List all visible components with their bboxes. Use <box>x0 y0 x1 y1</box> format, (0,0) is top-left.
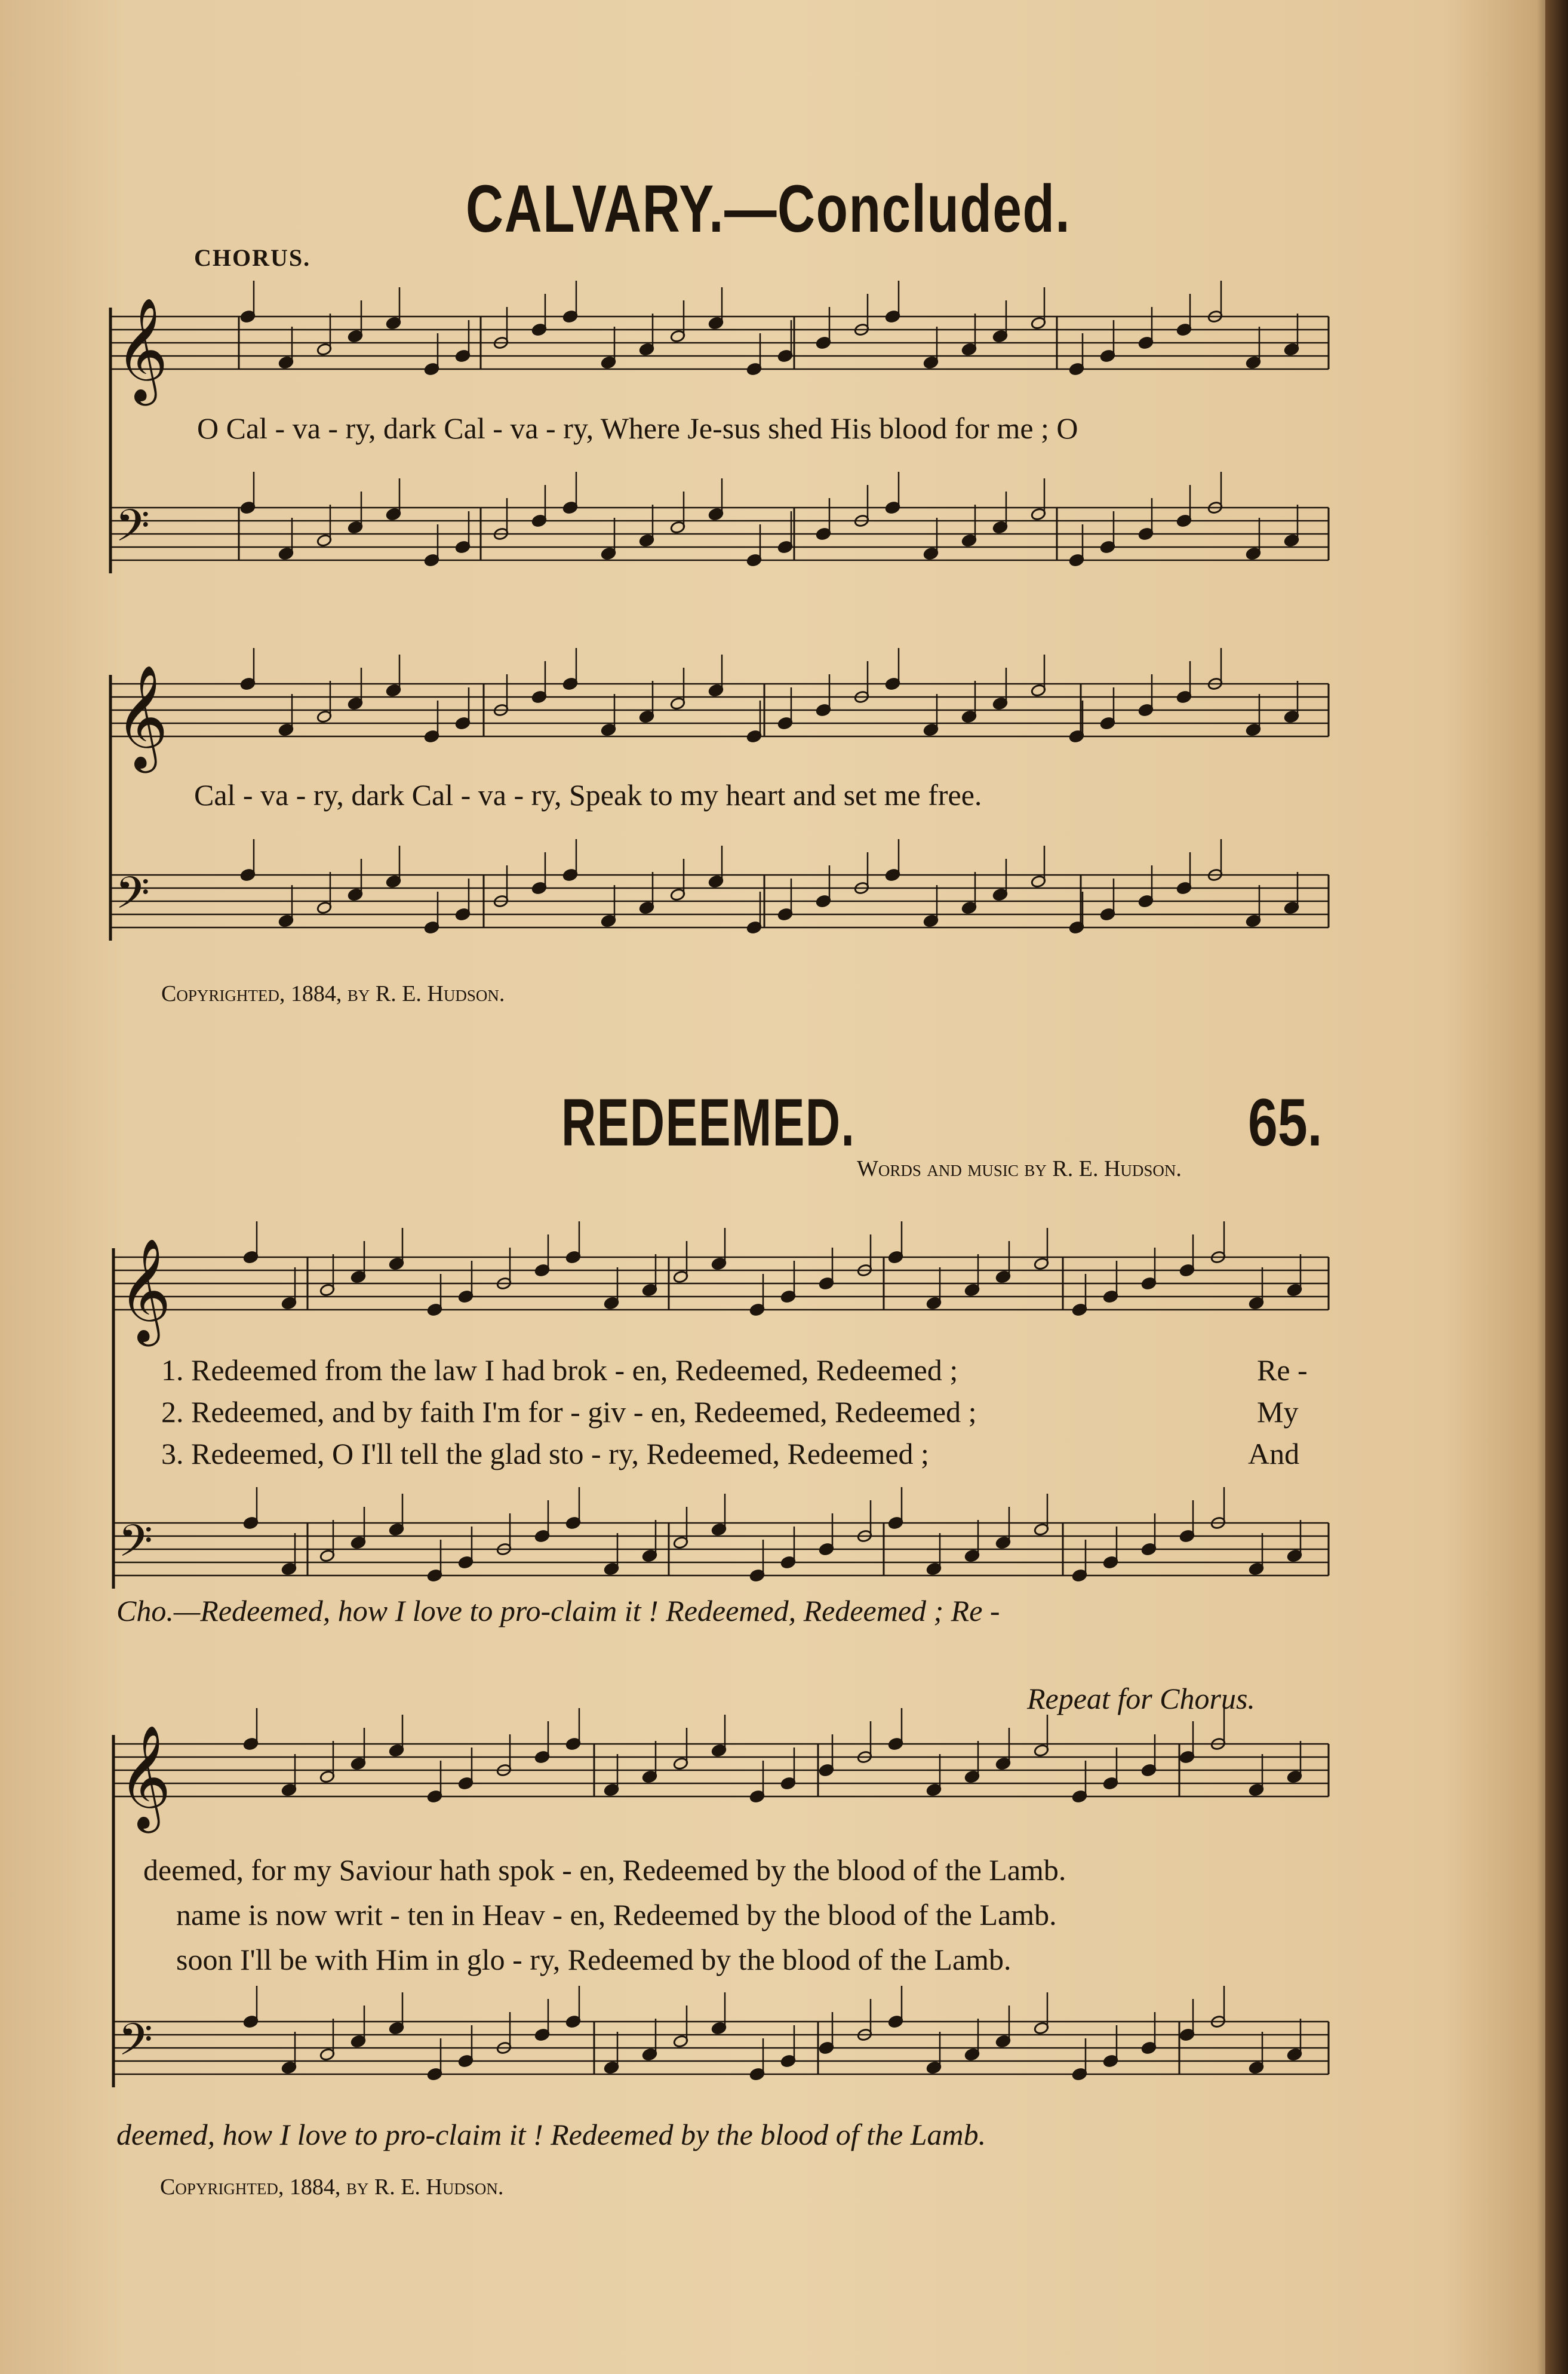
bass-clef-icon: 𝄢 <box>118 1515 153 1578</box>
verse-2-line-b: name is now writ - ten in Heav - en, Redeemed by the blood of the Lamb. <box>176 1898 1057 1931</box>
redeemed-bass-staff-1 <box>113 1487 1329 1582</box>
chorus-line-b: deemed, how I love to pro-claim it ! Redeemed by the blood of the Lamb. <box>116 2118 986 2151</box>
hymn-number: 65. <box>1248 1085 1323 1160</box>
verse-3-end-a: And <box>1248 1437 1300 1470</box>
calvary-bass-staff-2 <box>110 839 1329 934</box>
chorus-label: CHORUS. <box>194 244 311 271</box>
bass-clef-icon: 𝄢 <box>115 867 150 930</box>
calvary-lyric-line-1: O Cal - va - ry, dark Cal - va - ry, Where Je-sus shed His blood for me ; O <box>197 411 1078 445</box>
calvary-bass-staff-1 <box>110 472 1329 567</box>
redeemed-title: REDEEMED. <box>561 1085 856 1160</box>
redeemed-bass-staff-2 <box>113 1986 1329 2081</box>
bass-clef-icon: 𝄢 <box>115 500 150 563</box>
verse-1-line-a: 1. Redeemed from the law I had brok - en, Redeemed, Redeemed ; <box>161 1353 958 1387</box>
treble-clef-icon: 𝄞 <box>118 1238 171 1342</box>
redeemed-treble-staff-2 <box>113 1708 1329 1834</box>
redeemed-copyright: Copyrighted, 1884, by R. E. Hudson. <box>160 2175 504 2200</box>
treble-clef-icon: 𝄞 <box>118 1725 171 1829</box>
verse-1-end-a: Re - <box>1257 1353 1308 1387</box>
verse-2-end-a: My <box>1257 1395 1299 1429</box>
redeemed-credit: Words and music by R. E. Hudson. <box>857 1156 1182 1181</box>
calvary-treble-staff-2 <box>110 648 1329 773</box>
bass-clef-icon: 𝄢 <box>118 2014 153 2077</box>
verse-3-line-b: soon I'll be with Him in glo - ry, Redeemed by the blood of the Lamb. <box>176 1943 1011 1976</box>
treble-clef-icon: 𝄞 <box>115 297 168 401</box>
calvary-lyric-line-2: Cal - va - ry, dark Cal - va - ry, Speak to my heart and set me free. <box>194 778 982 812</box>
verse-1-line-b: deemed, for my Saviour hath spok - en, Redeemed by the blood of the Lamb. <box>143 1853 1066 1887</box>
calvary-title: CALVARY.—Concluded. <box>466 171 1071 246</box>
calvary-copyright: Copyrighted, 1884, by R. E. Hudson. <box>161 981 505 1006</box>
repeat-for-chorus: Repeat for Chorus. <box>1027 1682 1255 1715</box>
verse-2-line-a: 2. Redeemed, and by faith I'm for - giv - en, Redeemed, Redeemed ; <box>161 1395 977 1429</box>
treble-clef-icon: 𝄞 <box>115 665 168 769</box>
redeemed-treble-staff-1 <box>113 1221 1329 1347</box>
chorus-line-a: Cho.—Redeemed, how I love to pro-claim it ! Redeemed, Redeemed ; Re - <box>116 1594 1000 1627</box>
calvary-treble-staff-1 <box>110 281 1329 406</box>
verse-3-line-a: 3. Redeemed, O I'll tell the glad sto - ry, Redeemed, Redeemed ; <box>161 1437 929 1470</box>
